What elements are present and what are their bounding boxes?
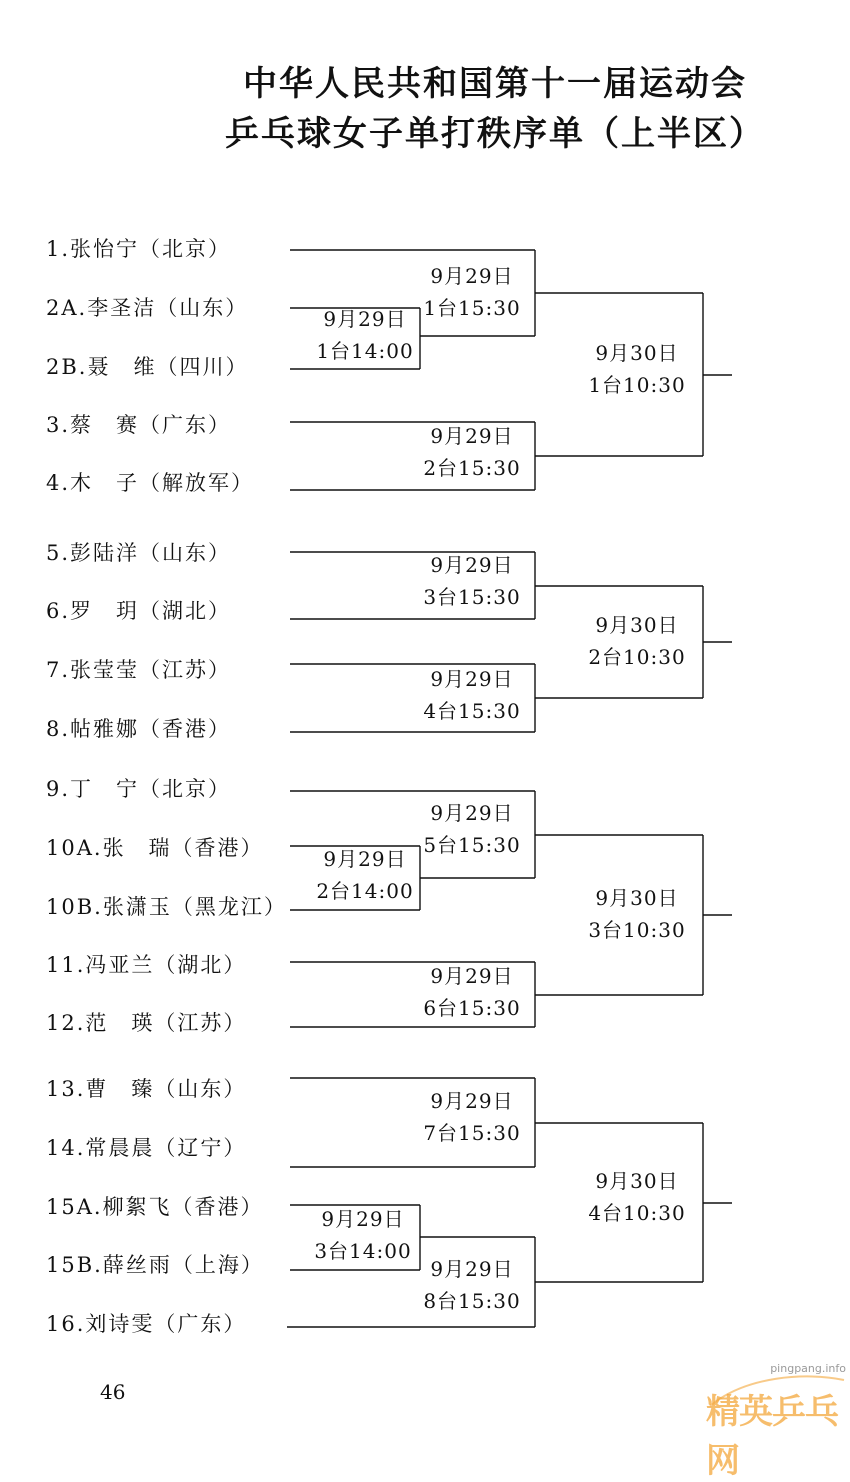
player-entry: 4.木 子（解放军） xyxy=(46,471,255,495)
match-info: 9月29日 xyxy=(430,801,514,825)
watermark-url: pingpang.info xyxy=(770,1362,846,1375)
match-info: 4台15:30 xyxy=(423,699,521,723)
player-entry: 10B.张潇玉（黑龙江） xyxy=(46,895,287,919)
player-entry: 15A.柳絮飞（香港） xyxy=(46,1195,264,1219)
match-info: 3台10:30 xyxy=(588,918,686,942)
match-info: 1台10:30 xyxy=(588,373,686,397)
title-line-1: 中华人民共和国第十一届运动会 xyxy=(243,64,747,104)
match-info: 9月29日 xyxy=(430,553,514,577)
match-info: 9月30日 xyxy=(595,341,679,365)
player-entry: 15B.薛丝雨（上海） xyxy=(46,1253,264,1277)
match-info: 2台14:00 xyxy=(316,879,414,903)
match-info: 3台15:30 xyxy=(423,585,521,609)
match-info: 2台10:30 xyxy=(588,645,686,669)
player-entry: 1.张怡宁（北京） xyxy=(46,237,232,261)
match-info: 2台15:30 xyxy=(423,456,521,480)
player-entry: 2A.李圣洁（山东） xyxy=(46,296,249,320)
page-number: 46 xyxy=(100,1380,126,1404)
player-entry: 11.冯亚兰（湖北） xyxy=(46,953,247,977)
match-info: 1台14:00 xyxy=(316,339,414,363)
match-info: 9月30日 xyxy=(595,613,679,637)
player-entry: 12.范 瑛（江苏） xyxy=(46,1011,247,1035)
match-info: 3台14:00 xyxy=(314,1239,412,1263)
match-info: 9月29日 xyxy=(430,667,514,691)
player-entry: 13.曹 臻（山东） xyxy=(46,1077,247,1101)
match-info: 9月29日 xyxy=(430,964,514,988)
player-entry: 3.蔡 赛（广东） xyxy=(46,413,232,437)
player-entry: 5.彭陆洋（山东） xyxy=(46,541,232,565)
player-entry: 7.张莹莹（江苏） xyxy=(46,658,232,682)
watermark-logo xyxy=(706,1362,850,1481)
match-info: 1台15:30 xyxy=(423,296,521,320)
player-entry: 6.罗 玥（湖北） xyxy=(46,599,232,623)
match-info: 9月29日 xyxy=(430,264,514,288)
player-entry: 8.帖雅娜（香港） xyxy=(46,717,232,741)
match-info: 9月30日 xyxy=(595,1169,679,1193)
match-info: 7台15:30 xyxy=(423,1121,521,1145)
player-entry: 2B.聂 维（四川） xyxy=(46,355,249,379)
player-entry: 9.丁 宁（北京） xyxy=(46,777,232,801)
match-info: 9月29日 xyxy=(430,1089,514,1113)
match-info: 8台15:30 xyxy=(423,1289,521,1313)
title-line-2: 乒乓球女子单打秩序单（上半区） xyxy=(225,114,765,154)
match-info: 9月29日 xyxy=(323,307,407,331)
match-info: 9月29日 xyxy=(430,424,514,448)
match-info: 9月29日 xyxy=(323,847,407,871)
player-entry: 10A.张 瑞（香港） xyxy=(46,836,264,860)
match-info: 9月29日 xyxy=(321,1207,405,1231)
match-info: 4台10:30 xyxy=(588,1201,686,1225)
match-info: 5台15:30 xyxy=(423,833,521,857)
match-info: 9月29日 xyxy=(430,1257,514,1281)
match-info: 6台15:30 xyxy=(423,996,521,1020)
player-entry: 16.刘诗雯（广东） xyxy=(46,1312,247,1336)
watermark-name: 精英乒乓网 xyxy=(706,1392,838,1481)
player-entry: 14.常晨晨（辽宁） xyxy=(46,1136,247,1160)
match-info: 9月30日 xyxy=(595,886,679,910)
